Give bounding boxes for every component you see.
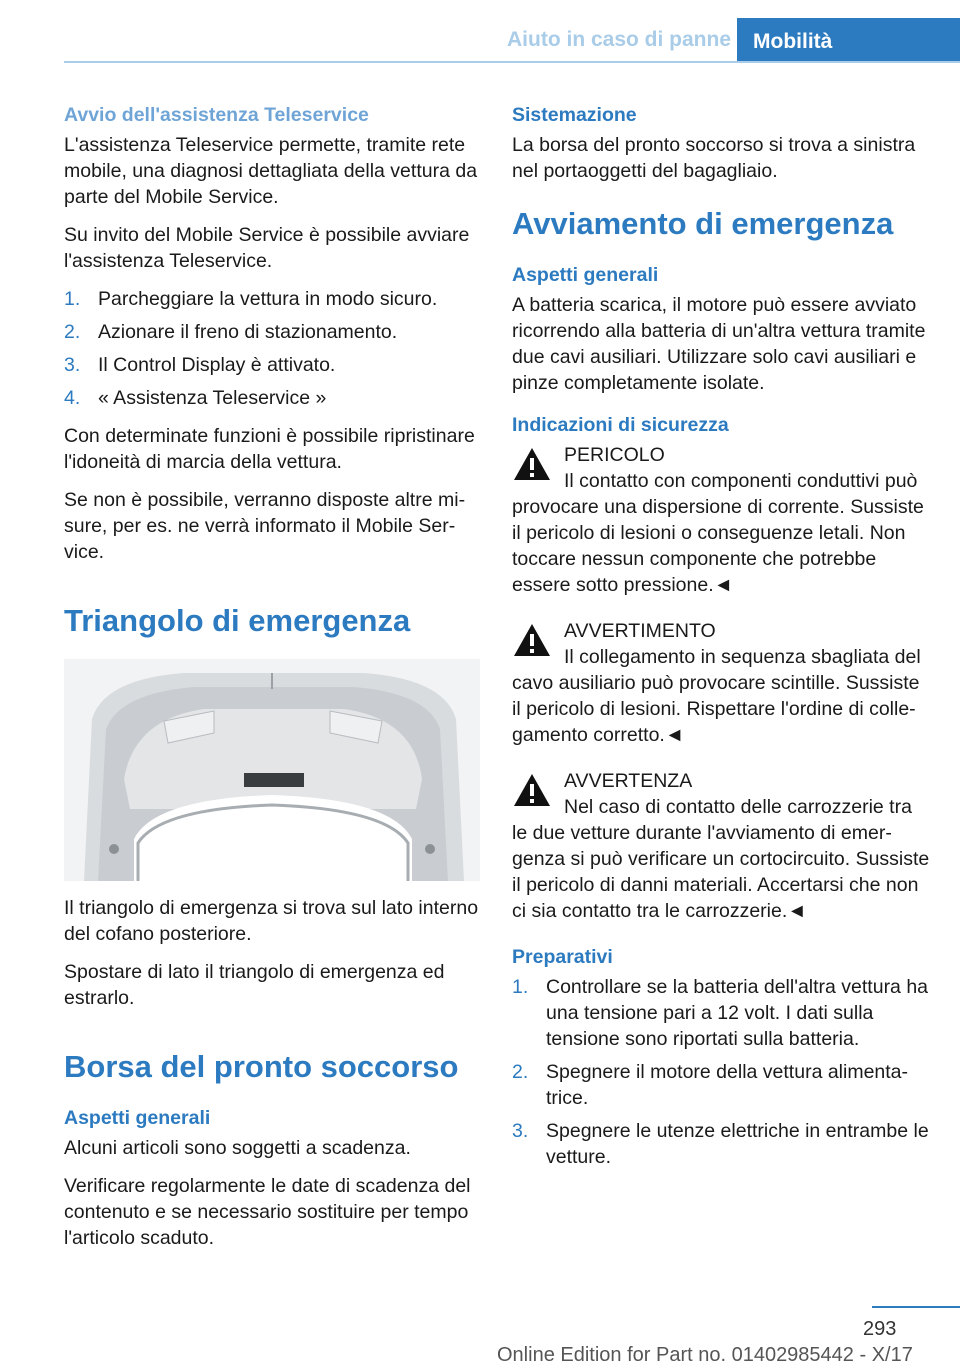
warning-triangle-icon: [512, 446, 552, 482]
general-heading: Aspetti generali: [512, 264, 659, 286]
header-chapter-tab: [737, 18, 960, 62]
firstaid-section-title: Borsa del pronto soccorso: [64, 1049, 459, 1084]
list-text: Il Control Display è attivato.: [98, 354, 336, 376]
firstaid-heading: Aspetti generali: [64, 1107, 211, 1129]
warning-triangle-icon: [512, 772, 552, 808]
list-number: 1.: [512, 976, 529, 998]
list-item: [512, 974, 932, 1052]
right-column: [512, 102, 932, 1182]
list-number: 3.: [64, 354, 81, 376]
page-number: 293: [863, 1318, 897, 1340]
footer-rule: [872, 1306, 960, 1308]
tailgate-photo: [64, 659, 480, 881]
warning-triangle-icon: [512, 622, 552, 658]
placement-paragraph: La borsa del pronto soccorso si trova a sinistra nel portaoggetti del bagagliaio.: [512, 134, 916, 182]
warning-text: Il contatto con componenti conduttivi può provocare una dispersione di corrente. Sussiste il pericolo di lesioni o conseguenze letali. Non toccare nessun componente che potrebbe essere sotto pressione.◄: [512, 470, 924, 596]
teleservice-paragraph: L'assistenza Teleservice permette, tramite rete mobile, una diagnosi dettagliata della vettura da parte del Mobile Service.: [64, 134, 478, 208]
teleservice-paragraph: Se non è possibile, verranno disposte altre misure, per es. ne verrà informato il Mobile Service.: [64, 489, 466, 563]
header-section-title: Aiuto in caso di panne: [507, 28, 732, 51]
list-item: [64, 352, 482, 378]
firstaid-paragraph: Alcuni articoli sono soggetti a scadenza.: [64, 1137, 411, 1159]
list-number: 1.: [64, 288, 81, 310]
header-rule: [64, 61, 960, 63]
list-text: Spegnere il motore della vettura alimentatrice.: [546, 1061, 909, 1109]
list-text: « Assistenza Teleservice »: [98, 387, 327, 409]
warning-title: AVVERTIMENTO: [564, 620, 716, 642]
list-item: [64, 385, 482, 411]
list-text: Parcheggiare la vettura in modo sicuro.: [98, 288, 438, 310]
list-text: Controllare se la batteria dell'altra vettura ha una tensione pari a 12 volt. I dati sulla tensione sono riportati sulla batteria.: [546, 976, 929, 1050]
teleservice-heading: Avvio dell'assistenza Teleservice: [64, 104, 369, 126]
list-item: [512, 1059, 932, 1111]
firstaid-paragraph: Verificare regolarmente le date di scadenza del contenuto e se necessario sostituire per tempo l'articolo scaduto.: [64, 1175, 471, 1249]
header-chapter-label: Mobilità: [753, 30, 833, 53]
prep-heading: Preparativi: [512, 946, 613, 968]
left-column: [64, 102, 482, 1263]
list-number: 2.: [64, 321, 81, 343]
list-number: 4.: [64, 387, 81, 409]
list-number: 2.: [512, 1061, 529, 1083]
placement-heading: Sistemazione: [512, 104, 637, 126]
list-number: 3.: [512, 1120, 529, 1142]
teleservice-steps: [64, 286, 482, 411]
warning-block: [512, 618, 932, 748]
list-item: [64, 319, 482, 345]
general-paragraph: A batteria scarica, il motore può essere avviato ricorrendo alla batteria di un'altra vettura tramite due cavi ausiliari. Utilizzare solo cavi ausiliari e pinze completamente isolate.: [512, 294, 926, 394]
warning-block: [512, 768, 932, 924]
warning-text: Il collegamento in sequenza sbagliata del cavo ausiliario può provocare scintille. Sussiste il pericolo di lesioni. Rispettare l'ordine di collegamento corretto.◄: [512, 646, 921, 746]
list-text: Spegnere le utenze elettriche in entrambe le vetture.: [546, 1120, 929, 1168]
warning-title: PERICOLO: [564, 444, 665, 466]
triangle-section-title: Triangolo di emergenza: [64, 603, 411, 638]
warning-title: AVVERTENZA: [564, 770, 693, 792]
footer-edition: Online Edition for Part no. 01402985442 - X/17: [497, 1344, 913, 1366]
safety-heading: Indicazioni di sicurezza: [512, 414, 729, 436]
jumpstart-section-title: Avviamento di emergenza: [512, 206, 894, 241]
teleservice-paragraph: Con determinate funzioni è possibile ripristinare l'idoneità di marcia della vettura.: [64, 425, 475, 473]
list-item: [64, 286, 482, 312]
warning-text: Nel caso di contatto delle carrozzerie tra le due vetture durante l'avviamento di emergenza si può verificare un cortocircuito. Sussiste il pericolo di danni materiali. Accertarsi che non ci sia contatto tra le carrozzerie.◄: [512, 796, 930, 922]
triangle-paragraph: Spostare di lato il triangolo di emergenza ed estrarlo.: [64, 961, 445, 1009]
teleservice-paragraph: Su invito del Mobile Service è possibile avviare l'assistenza Teleservice.: [64, 224, 470, 272]
warning-block: [512, 442, 932, 598]
list-item: [512, 1118, 932, 1170]
prep-steps: [512, 974, 932, 1170]
list-text: Azionare il freno di stazionamento.: [98, 321, 398, 343]
triangle-paragraph: Il triangolo di emergenza si trova sul lato interno del cofano posteriore.: [64, 897, 479, 945]
